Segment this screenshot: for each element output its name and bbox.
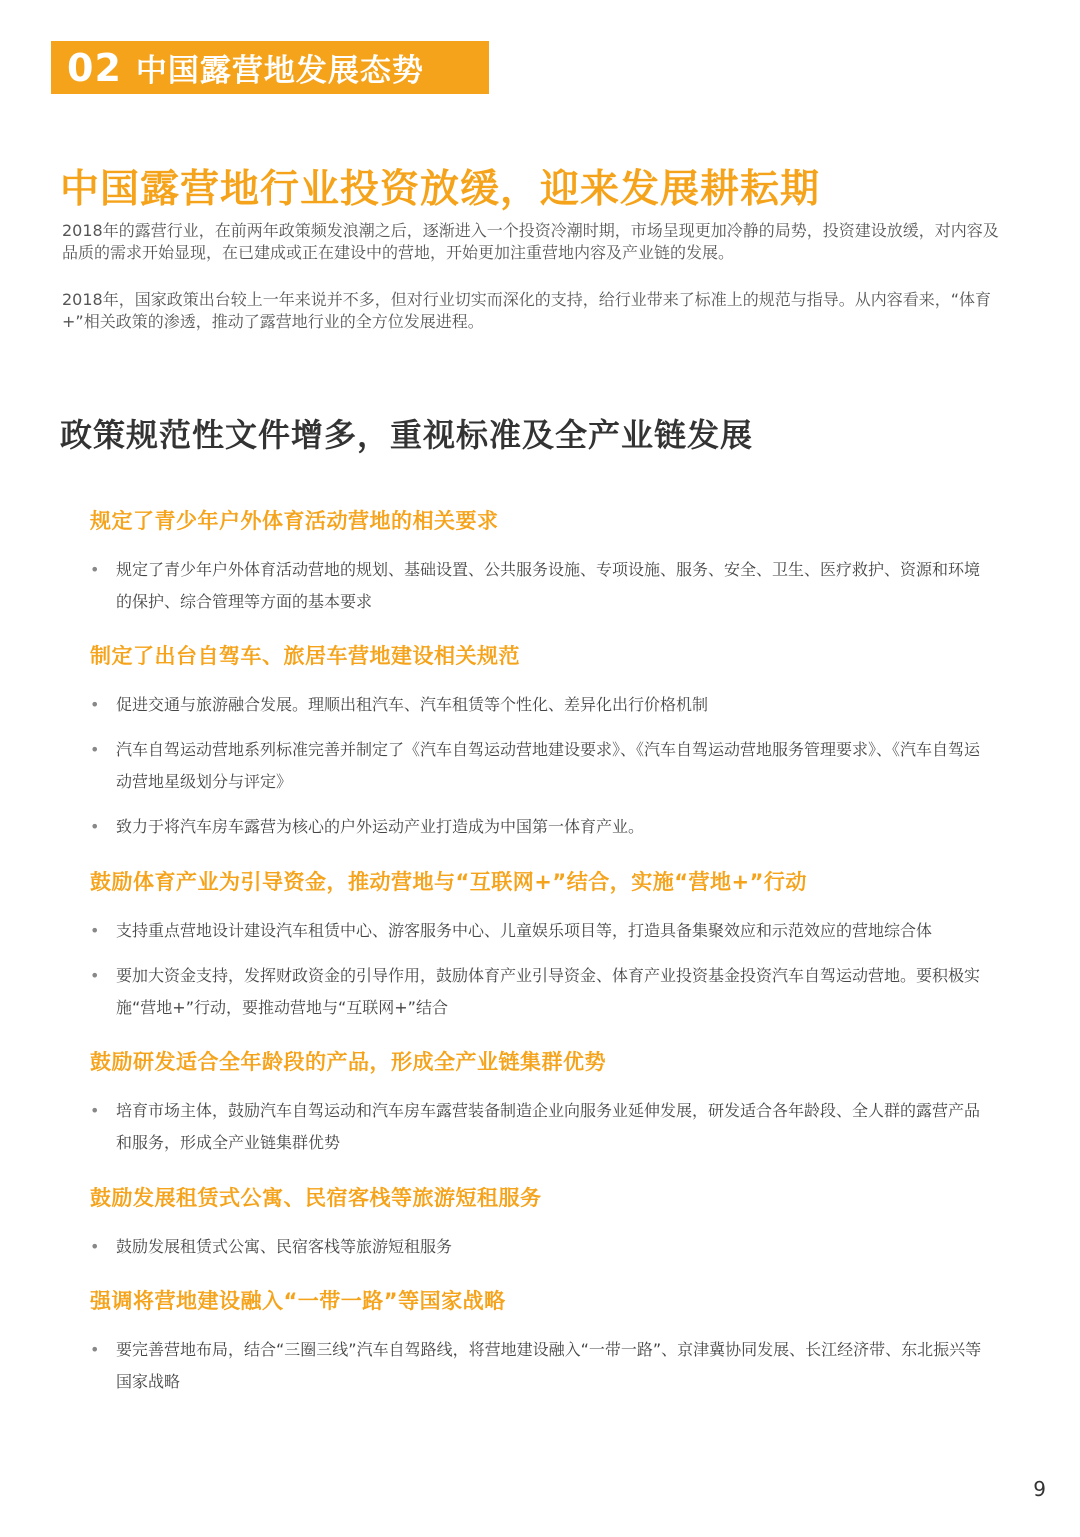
page-title: 中国露营地行业投资放缓，迎来发展耕耘期 [60, 167, 821, 212]
policy-group-rv-camps [90, 640, 990, 843]
list-item [90, 811, 990, 843]
group-heading: 制定了出台自驾车、旅居车营地建设相关规范 [90, 644, 520, 668]
list-item-text: 促进交通与旅游融合发展。理顺出租汽车、汽车租赁等个性化、差异化出行价格机制 [116, 695, 709, 714]
policy-subtitle: 政策规范性文件增多，重视标准及全产业链发展 [60, 416, 754, 454]
bullet-icon: • [90, 921, 100, 940]
intro-paragraph-2: 2018年，国家政策出台较上一年来说并不多，但对行业切实而深化的支持，给行业带来了标准上的规范与指导。从内容看来，“体育+”相关政策的渗透，推动了露营地行业的全方位发展进程。 [62, 290, 992, 331]
bullet-icon: • [90, 817, 100, 836]
list-item [90, 1095, 990, 1159]
list-item [90, 960, 990, 1024]
list-item [90, 689, 990, 721]
bullet-list [90, 1334, 990, 1398]
list-item [90, 554, 990, 618]
list-item-text: 汽车自驾运动营地系列标准完善并制定了《汽车自驾运动营地建设要求》、《汽车自驾运动营地服务管理要求》、《汽车自驾运动营地星级划分与评定》 [116, 740, 981, 791]
policy-group-all-ages-products [90, 1046, 990, 1159]
list-item-text: 要完善营地布局，结合“三圈三线”汽车自驾路线，将营地建设融入“一带一路”、京津冀协同发展、长江经济带、东北振兴等国家战略 [116, 1340, 982, 1391]
group-heading: 鼓励发展租赁式公寓、民宿客栈等旅游短租服务 [90, 1186, 542, 1210]
list-item-text: 支持重点营地设计建设汽车租赁中心、游客服务中心、儿童娱乐项目等，打造具备集聚效应和示范效应的营地综合体 [116, 921, 933, 940]
list-item-text: 鼓励发展租赁式公寓、民宿客栈等旅游短租服务 [116, 1237, 453, 1256]
bullet-icon: • [90, 560, 100, 579]
group-heading: 规定了青少年户外体育活动营地的相关要求 [90, 509, 499, 533]
list-item [90, 1231, 990, 1263]
list-item-text: 培育市场主体，鼓励汽车自驾运动和汽车房车露营装备制造企业向服务业延伸发展，研发适合各年龄段、全人群的露营产品和服务，形成全产业链集群优势 [116, 1101, 981, 1152]
policy-group-short-rentals [90, 1182, 990, 1263]
list-item-text: 致力于将汽车房车露营为核心的户外运动产业打造成为中国第一体育产业。 [116, 817, 645, 836]
group-heading: 鼓励体育产业为引导资金，推动营地与“互联网+”结合，实施“营地+”行动 [90, 870, 807, 894]
bullet-list [90, 1095, 990, 1159]
list-item-text: 要加大资金支持，发挥财政资金的引导作用，鼓励体育产业引导资金、体育产业投资基金投资汽车自驾运动营地。要积极实施“营地+”行动，要推动营地与“互联网+”结合 [116, 966, 981, 1017]
group-heading: 鼓励研发适合全年龄段的产品，形成全产业链集群优势 [90, 1050, 606, 1074]
bullet-list [90, 1231, 990, 1263]
section-title: 中国露营地发展态势 [135, 53, 424, 89]
policy-group-youth-camps [90, 505, 990, 618]
policy-group-internet-plus [90, 866, 990, 1024]
list-item-text: 规定了青少年户外体育活动营地的规划、基础设置、公共服务设施、专项设施、服务、安全、卫生、医疗救护、资源和环境的保护、综合管理等方面的基本要求 [116, 560, 981, 611]
list-item [90, 1334, 990, 1398]
page-number: 9 [1033, 1477, 1046, 1501]
bullet-icon: • [90, 695, 100, 714]
list-item [90, 734, 990, 798]
bullet-list [90, 915, 990, 1024]
group-heading: 强调将营地建设融入“一带一路”等国家战略 [90, 1289, 506, 1313]
bullet-icon: • [90, 1101, 100, 1120]
bullet-icon: • [90, 1237, 100, 1256]
bullet-icon: • [90, 740, 100, 759]
bullet-list [90, 554, 990, 618]
intro-paragraph-1: 2018年的露营行业，在前两年政策频发浪潮之后，逐渐进入一个投资冷潮时期，市场呈现更加冷静的局势，投资建设放缓，对内容及品质的需求开始显现，在已建成或正在建设中的营地，开始更加注重营地内容及产业链的发展。 [62, 221, 999, 262]
bullet-icon: • [90, 966, 100, 985]
bullet-icon: • [90, 1340, 100, 1359]
list-item [90, 915, 990, 947]
section-number: 02 [67, 45, 122, 90]
section-tag [51, 41, 489, 94]
bullet-list [90, 689, 990, 843]
policy-group-national-strategy [90, 1285, 990, 1398]
